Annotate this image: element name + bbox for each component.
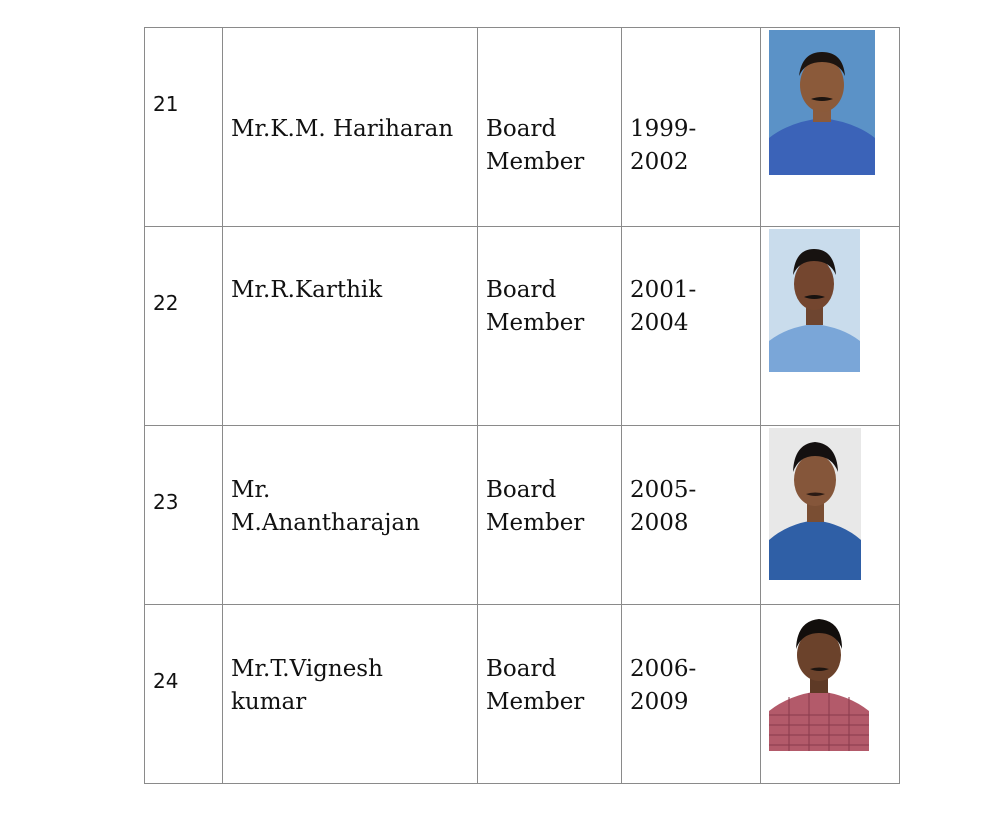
member-photo bbox=[769, 428, 861, 580]
years-cell bbox=[622, 28, 761, 227]
member-name: Mr.T.Vignesh kumar bbox=[231, 656, 383, 715]
name-cell bbox=[223, 28, 478, 227]
member-name: Mr.K.M. Hariharan bbox=[231, 116, 454, 142]
serial-number: 23 bbox=[153, 490, 179, 514]
table-row bbox=[145, 28, 900, 227]
role-cell bbox=[478, 227, 622, 426]
years-cell bbox=[622, 426, 761, 605]
role-cell bbox=[478, 28, 622, 227]
serial-number: 24 bbox=[153, 669, 179, 693]
serial-number-cell bbox=[145, 605, 223, 784]
member-name: Mr. M.Anantharajan bbox=[231, 477, 420, 536]
member-role: Board Member bbox=[486, 277, 585, 336]
member-role: Board Member bbox=[486, 116, 585, 175]
member-years: 2001-2004 bbox=[630, 277, 697, 336]
years-cell bbox=[622, 227, 761, 426]
serial-number-cell bbox=[145, 227, 223, 426]
role-cell bbox=[478, 426, 622, 605]
name-cell bbox=[223, 605, 478, 784]
role-cell bbox=[478, 605, 622, 784]
name-cell bbox=[223, 227, 478, 426]
years-cell bbox=[622, 605, 761, 784]
board-members-table bbox=[144, 27, 900, 784]
member-role: Board Member bbox=[486, 477, 585, 536]
photo-cell bbox=[761, 426, 900, 605]
member-years: 1999-2002 bbox=[630, 116, 697, 175]
member-role: Board Member bbox=[486, 656, 585, 715]
member-years: 2005-2008 bbox=[630, 477, 697, 536]
member-name: Mr.R.Karthik bbox=[231, 277, 383, 303]
table-row bbox=[145, 426, 900, 605]
member-years: 2006-2009 bbox=[630, 656, 697, 715]
serial-number: 22 bbox=[153, 291, 179, 315]
photo-cell bbox=[761, 605, 900, 784]
table-row bbox=[145, 605, 900, 784]
photo-cell bbox=[761, 28, 900, 227]
photo-cell bbox=[761, 227, 900, 426]
name-cell bbox=[223, 426, 478, 605]
table-row bbox=[145, 227, 900, 426]
member-photo bbox=[769, 611, 869, 751]
member-photo bbox=[769, 30, 875, 175]
serial-number-cell bbox=[145, 426, 223, 605]
serial-number-cell bbox=[145, 28, 223, 227]
member-photo bbox=[769, 229, 860, 372]
serial-number: 21 bbox=[153, 92, 179, 116]
